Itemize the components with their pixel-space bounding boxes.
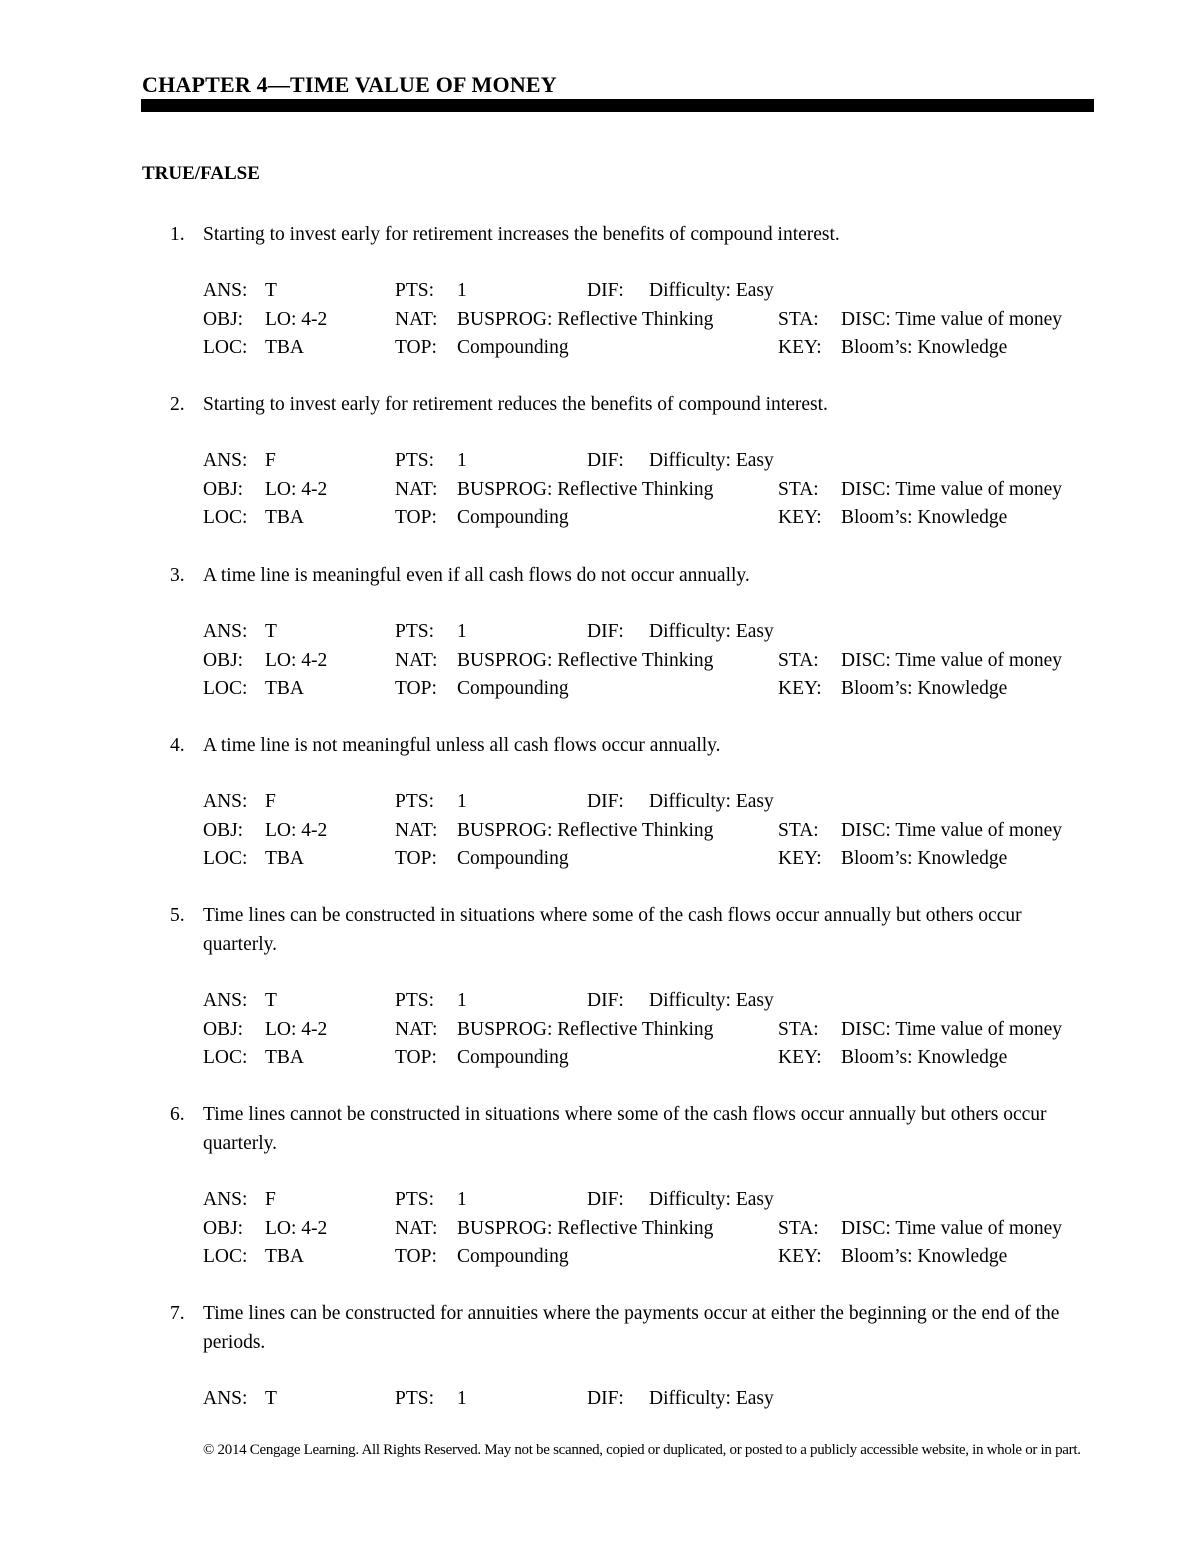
question-number: 2. — [170, 394, 185, 415]
sta-value: DISC: Time value of money — [841, 819, 1063, 841]
ans-label: ANS: — [203, 791, 248, 812]
ans-value: F — [265, 450, 276, 471]
question-number: 7. — [170, 1303, 185, 1324]
question-number: 6. — [170, 1104, 185, 1125]
loc-value: TBA — [265, 507, 304, 528]
key-label: KEY: — [778, 337, 822, 358]
ans-value: T — [265, 280, 277, 301]
obj-value: LO: 4-2 — [265, 649, 328, 671]
loc-value: TBA — [265, 1047, 304, 1068]
ans-label: ANS: — [203, 280, 248, 301]
question-text: Time lines can be constructed in situations where some of the cash flows occur annually but others occur quarterly. — [203, 905, 1022, 955]
meta-row-loc — [203, 675, 1103, 704]
key-label: KEY: — [778, 678, 822, 699]
meta-row-loc — [203, 504, 1103, 533]
sta-value: DISC: Time value of money — [841, 1018, 1063, 1040]
obj-value: LO: 4-2 — [265, 478, 328, 500]
loc-label: LOC: — [203, 1047, 248, 1068]
chapter-title: CHAPTER 4—TIME VALUE OF MONEY — [142, 72, 557, 97]
pts-value: 1 — [457, 1189, 467, 1210]
pts-label: PTS: — [395, 621, 435, 642]
question-number: 4. — [170, 735, 185, 756]
key-label: KEY: — [778, 1047, 822, 1068]
dif-value: Difficulty: Easy — [649, 280, 774, 301]
pts-label: PTS: — [395, 990, 435, 1011]
meta-row-obj — [203, 1016, 1103, 1045]
nat-label: NAT: — [395, 308, 438, 330]
obj-value: LO: 4-2 — [265, 819, 328, 841]
meta-row-obj — [203, 476, 1103, 505]
nat-label: NAT: — [395, 1217, 438, 1239]
pts-label: PTS: — [395, 791, 435, 812]
loc-label: LOC: — [203, 507, 248, 528]
nat-value: BUSPROG: Reflective Thinking — [457, 1018, 714, 1040]
dif-label: DIF: — [587, 1189, 624, 1210]
ans-value: T — [265, 621, 277, 642]
nat-label: NAT: — [395, 649, 438, 671]
sta-label: STA: — [778, 308, 819, 330]
key-value: Bloom’s: Knowledge — [841, 507, 1008, 528]
question-text: Time lines can be constructed for annuities where the payments occur at either the beginning or the end of the periods. — [203, 1303, 1060, 1353]
question-text: A time line is meaningful even if all cash flows do not occur annually. — [203, 565, 750, 586]
meta-row-obj — [203, 306, 1103, 335]
sta-label: STA: — [778, 1018, 819, 1040]
pts-value: 1 — [457, 280, 467, 301]
obj-label: OBJ: — [203, 478, 244, 500]
top-value: Compounding — [457, 678, 569, 699]
meta-row-ans — [203, 987, 1103, 1016]
dif-value: Difficulty: Easy — [649, 450, 774, 471]
question-text: Starting to invest early for retirement increases the benefits of compound interest. — [203, 224, 840, 245]
pts-value: 1 — [457, 450, 467, 471]
dif-label: DIF: — [587, 280, 624, 301]
dif-value: Difficulty: Easy — [649, 1189, 774, 1210]
pts-label: PTS: — [395, 1189, 435, 1210]
question-metadata — [203, 277, 1103, 363]
obj-label: OBJ: — [203, 308, 244, 330]
question-metadata — [203, 1186, 1103, 1272]
question-number: 1. — [170, 224, 185, 245]
meta-row-ans — [203, 788, 1103, 817]
meta-row-obj — [203, 1215, 1103, 1244]
dif-value: Difficulty: Easy — [649, 1388, 774, 1409]
sta-value: DISC: Time value of money — [841, 308, 1063, 330]
ans-value: F — [265, 791, 276, 812]
dif-label: DIF: — [587, 791, 624, 812]
dif-label: DIF: — [587, 990, 624, 1011]
top-value: Compounding — [457, 507, 569, 528]
obj-label: OBJ: — [203, 819, 244, 841]
sta-label: STA: — [778, 478, 819, 500]
meta-row-obj — [203, 647, 1103, 676]
loc-label: LOC: — [203, 848, 248, 869]
loc-label: LOC: — [203, 678, 248, 699]
question-metadata — [203, 618, 1103, 704]
question-metadata — [203, 788, 1103, 874]
loc-value: TBA — [265, 1246, 304, 1267]
pts-value: 1 — [457, 990, 467, 1011]
key-label: KEY: — [778, 848, 822, 869]
ans-label: ANS: — [203, 1189, 248, 1210]
pts-label: PTS: — [395, 280, 435, 301]
dif-label: DIF: — [587, 450, 624, 471]
top-label: TOP: — [395, 678, 437, 699]
nat-label: NAT: — [395, 1018, 438, 1040]
sta-label: STA: — [778, 1217, 819, 1239]
loc-value: TBA — [265, 848, 304, 869]
top-label: TOP: — [395, 848, 437, 869]
obj-value: LO: 4-2 — [265, 1217, 328, 1239]
top-label: TOP: — [395, 507, 437, 528]
key-value: Bloom’s: Knowledge — [841, 678, 1008, 699]
ans-label: ANS: — [203, 990, 248, 1011]
meta-row-loc — [203, 845, 1103, 874]
nat-value: BUSPROG: Reflective Thinking — [457, 308, 714, 330]
key-value: Bloom’s: Knowledge — [841, 1246, 1008, 1267]
meta-row-loc — [203, 1044, 1103, 1073]
meta-row-obj — [203, 817, 1103, 846]
obj-label: OBJ: — [203, 1217, 244, 1239]
pts-value: 1 — [457, 621, 467, 642]
loc-value: TBA — [265, 678, 304, 699]
nat-value: BUSPROG: Reflective Thinking — [457, 819, 714, 841]
obj-label: OBJ: — [203, 1018, 244, 1040]
key-label: KEY: — [778, 1246, 822, 1267]
obj-value: LO: 4-2 — [265, 308, 328, 330]
question-number: 5. — [170, 905, 185, 926]
ans-label: ANS: — [203, 450, 248, 471]
key-value: Bloom’s: Knowledge — [841, 1047, 1008, 1068]
pts-value: 1 — [457, 791, 467, 812]
dif-value: Difficulty: Easy — [649, 990, 774, 1011]
nat-value: BUSPROG: Reflective Thinking — [457, 1217, 714, 1239]
ans-label: ANS: — [203, 1388, 248, 1409]
top-label: TOP: — [395, 1047, 437, 1068]
key-value: Bloom’s: Knowledge — [841, 337, 1008, 358]
nat-value: BUSPROG: Reflective Thinking — [457, 478, 714, 500]
question-text: Starting to invest early for retirement reduces the benefits of compound interest. — [203, 394, 828, 415]
key-label: KEY: — [778, 507, 822, 528]
top-label: TOP: — [395, 1246, 437, 1267]
nat-label: NAT: — [395, 819, 438, 841]
meta-row-ans — [203, 277, 1103, 306]
copyright-footer: © 2014 Cengage Learning. All Rights Reserved. May not be scanned, copied or duplicated, or posted to a publicly accessible website, in whole or in part. — [203, 1442, 1081, 1458]
top-value: Compounding — [457, 1047, 569, 1068]
question-number: 3. — [170, 565, 185, 586]
meta-row-ans — [203, 1385, 1103, 1414]
top-label: TOP: — [395, 337, 437, 358]
question-metadata — [203, 987, 1103, 1073]
dif-label: DIF: — [587, 1388, 624, 1409]
section-heading: TRUE/FALSE — [142, 163, 260, 184]
sta-value: DISC: Time value of money — [841, 1217, 1063, 1239]
top-value: Compounding — [457, 1246, 569, 1267]
meta-row-ans — [203, 447, 1103, 476]
title-rule — [141, 99, 1094, 112]
meta-row-ans — [203, 1186, 1103, 1215]
dif-label: DIF: — [587, 621, 624, 642]
pts-label: PTS: — [395, 1388, 435, 1409]
pts-label: PTS: — [395, 450, 435, 471]
nat-value: BUSPROG: Reflective Thinking — [457, 649, 714, 671]
sta-value: DISC: Time value of money — [841, 478, 1063, 500]
pts-value: 1 — [457, 1388, 467, 1409]
obj-value: LO: 4-2 — [265, 1018, 328, 1040]
nat-label: NAT: — [395, 478, 438, 500]
top-value: Compounding — [457, 848, 569, 869]
sta-label: STA: — [778, 649, 819, 671]
question-text: Time lines cannot be constructed in situations where some of the cash flows occur annually but others occur quarterly. — [203, 1104, 1047, 1154]
ans-value: T — [265, 1388, 277, 1409]
top-value: Compounding — [457, 337, 569, 358]
ans-value: T — [265, 990, 277, 1011]
obj-label: OBJ: — [203, 649, 244, 671]
question-metadata — [203, 1385, 1103, 1414]
dif-value: Difficulty: Easy — [649, 621, 774, 642]
meta-row-loc — [203, 334, 1103, 363]
loc-label: LOC: — [203, 1246, 248, 1267]
sta-label: STA: — [778, 819, 819, 841]
question-metadata — [203, 447, 1103, 533]
question-text: A time line is not meaningful unless all cash flows occur annually. — [203, 735, 721, 756]
loc-label: LOC: — [203, 337, 248, 358]
loc-value: TBA — [265, 337, 304, 358]
key-value: Bloom’s: Knowledge — [841, 848, 1008, 869]
meta-row-loc — [203, 1243, 1103, 1272]
sta-value: DISC: Time value of money — [841, 649, 1063, 671]
ans-label: ANS: — [203, 621, 248, 642]
meta-row-ans — [203, 618, 1103, 647]
dif-value: Difficulty: Easy — [649, 791, 774, 812]
ans-value: F — [265, 1189, 276, 1210]
